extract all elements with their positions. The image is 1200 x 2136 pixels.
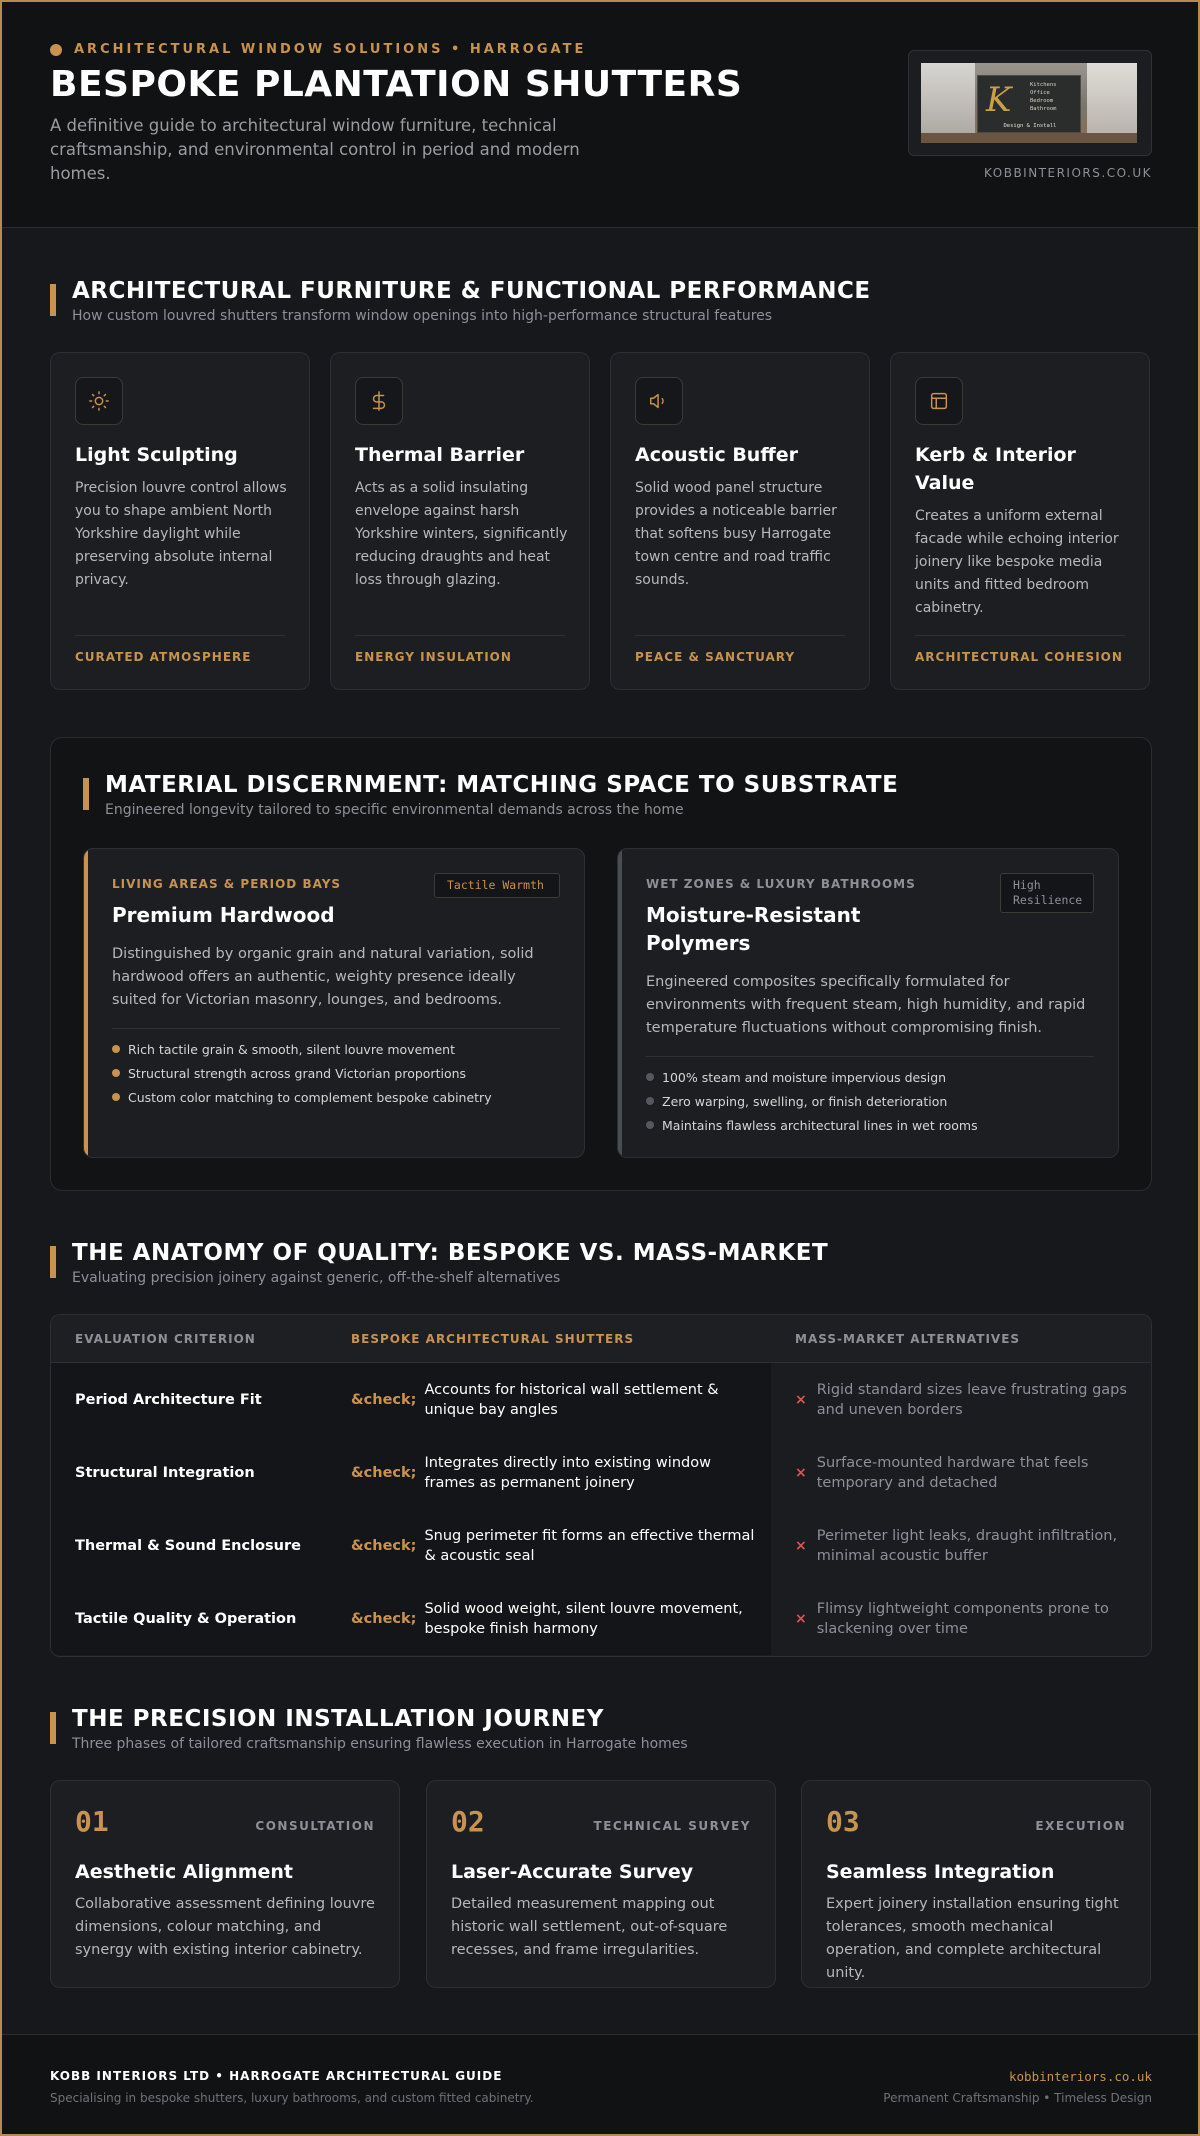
feature-tag: ENERGY INSULATION [355, 650, 512, 664]
step-desc: Expert joinery installation ensuring tight tolerances, smooth mechanical operation, and complete architectural unity. [826, 1896, 1119, 1981]
table-header [51, 1315, 1151, 1363]
sun-icon [75, 377, 123, 425]
step-desc: Collaborative assessment defining louvre dimensions, colour matching, and synergy with existing interior cabinetry. [75, 1896, 375, 1958]
check-icon: &check; [351, 1391, 417, 1408]
feature-tag: ARCHITECTURAL COHESION [915, 650, 1123, 664]
mass-cell: Surface-mounted hardware that feels temporary and detached [816, 1454, 1089, 1491]
step-title: Laser-Accurate Survey [451, 1861, 694, 1883]
logo-letter: K [986, 80, 1012, 120]
step-number: 01 [75, 1805, 109, 1838]
material-card-polymers [617, 848, 1119, 1158]
step-title: Seamless Integration [826, 1861, 1055, 1883]
comparison-table [50, 1314, 1152, 1657]
logo-tagline: Design & Install [1003, 123, 1057, 129]
section-title: THE PRECISION INSTALLATION JOURNEY [72, 1706, 604, 1732]
check-icon: &check; [351, 1537, 417, 1554]
section-subtitle: How custom louvred shutters transform window openings into high-performance structural features [72, 308, 773, 324]
feature-title: Light Sculpting [75, 444, 238, 466]
criterion-cell: Tactile Quality & Operation [51, 1582, 327, 1655]
material-desc: Distinguished by organic grain and natural variation, solid hardwood offers an authentic, weighty presence ideally suited for Victorian masonry, lounges, and bedrooms. [112, 946, 534, 1008]
page-header [2, 2, 1198, 228]
cross-icon: × [795, 1537, 807, 1554]
eyebrow [50, 42, 586, 57]
material-category: WET ZONES & LUXURY BATHROOMS [646, 877, 916, 891]
logo-item: Bathroom [1030, 106, 1057, 112]
feature-title: Acoustic Buffer [635, 444, 798, 466]
page-title: BESPOKE PLANTATION SHUTTERS [50, 64, 743, 105]
list-item: Rich tactile grain & smooth, silent louvre movement [112, 1037, 492, 1061]
mass-cell: Rigid standard sizes leave frustrating gaps and uneven borders [816, 1381, 1127, 1418]
step-phase: TECHNICAL SURVEY [593, 1819, 751, 1833]
eyebrow-text: ARCHITECTURAL WINDOW SOLUTIONS • HARROGATE [74, 42, 587, 57]
table-row [51, 1436, 1151, 1509]
section-title: THE ANATOMY OF QUALITY: BESPOKE VS. MASS-MARKET [72, 1240, 829, 1266]
footer-company: KOBB INTERIORS LTD • HARROGATE ARCHITECTURAL GUIDE [50, 2069, 503, 2083]
layout-icon [915, 377, 963, 425]
list-item: Zero warping, swelling, or finish deterioration [646, 1089, 978, 1113]
materials-section [50, 737, 1152, 1191]
header-domain: KOBBINTERIORS.CO.UK [984, 166, 1152, 180]
list-item: Custom color matching to complement bespoke cabinetry [112, 1085, 492, 1109]
mass-cell: Perimeter light leaks, draught infiltration, minimal acoustic buffer [816, 1527, 1118, 1564]
footer-tagline: Specialising in bespoke shutters, luxury bathrooms, and custom fitted cabinetry. [50, 2091, 534, 2105]
dollar-icon [355, 377, 403, 425]
criterion-cell: Period Architecture Fit [51, 1363, 327, 1436]
section-accent-bar [50, 284, 56, 316]
criterion-cell: Structural Integration [51, 1436, 327, 1509]
speaker-icon [635, 377, 683, 425]
feature-desc: Creates a uniform external facade while echoing interior joinery like bespoke media units and fitted bedroom cabinetry. [915, 508, 1119, 616]
bespoke-cell: Snug perimeter fit forms an effective thermal & acoustic seal [424, 1527, 755, 1564]
feature-card-value [890, 352, 1150, 690]
feature-title: Thermal Barrier [355, 444, 525, 466]
feature-desc: Precision louvre control allows you to shape ambient North Yorkshire daylight while preserving absolute internal privacy. [75, 480, 287, 588]
section-subtitle: Engineered longevity tailored to specific environmental demands across the home [105, 802, 684, 818]
check-icon: &check; [351, 1610, 417, 1627]
feature-title: Kerb & Interior Value [915, 444, 1076, 494]
step-card-consultation [50, 1780, 400, 1988]
footer-website-link[interactable]: kobbinteriors.co.uk [1009, 2069, 1152, 2084]
cross-icon: × [795, 1464, 807, 1481]
check-icon: &check; [351, 1464, 417, 1481]
material-title: Premium Hardwood [112, 903, 335, 927]
feature-card-thermal [330, 352, 590, 690]
material-pill: High Resilience [1000, 873, 1094, 913]
step-phase: CONSULTATION [255, 1819, 375, 1833]
feature-desc: Acts as a solid insulating envelope against harsh Yorkshire winters, significantly reducing draughts and heat loss through glazing. [355, 480, 568, 588]
logo-item: Kitchens [1030, 82, 1057, 88]
step-phase: EXECUTION [1035, 1819, 1126, 1833]
mass-cell: Flimsy lightweight components prone to slackening over time [816, 1600, 1109, 1637]
eyebrow-dot-icon [50, 44, 62, 56]
page-subtitle: A definitive guide to architectural window furniture, technical craftsmanship, and environmental control in period and modern homes. [50, 116, 580, 183]
criterion-cell: Thermal & Sound Enclosure [51, 1509, 327, 1582]
list-item: Structural strength across grand Victorian proportions [112, 1061, 492, 1085]
feature-card-acoustic [610, 352, 870, 690]
feature-tag: CURATED ATMOSPHERE [75, 650, 252, 664]
step-title: Aesthetic Alignment [75, 1861, 294, 1883]
feature-tag: PEACE & SANCTUARY [635, 650, 796, 664]
footer-motto: Permanent Craftsmanship • Timeless Design [883, 2091, 1152, 2105]
material-category: LIVING AREAS & PERIOD BAYS [112, 877, 342, 891]
bespoke-cell: Solid wood weight, silent louvre movement, bespoke finish harmony [424, 1600, 743, 1637]
step-number: 02 [451, 1805, 485, 1838]
page-footer [2, 2034, 1198, 2136]
column-header: MASS-MARKET ALTERNATIVES [795, 1332, 1021, 1346]
brand-logo [908, 50, 1152, 156]
material-card-hardwood [83, 848, 585, 1158]
bespoke-cell: Accounts for historical wall settlement & unique bay angles [424, 1381, 719, 1418]
table-row [51, 1582, 1151, 1655]
column-header: EVALUATION CRITERION [75, 1332, 256, 1346]
section-title: MATERIAL DISCERNMENT: MATCHING SPACE TO SUBSTRATE [105, 772, 899, 798]
logo-image [921, 63, 1137, 143]
cross-icon: × [795, 1610, 807, 1627]
step-card-survey [426, 1780, 776, 1988]
section-title: ARCHITECTURAL FURNITURE & FUNCTIONAL PERFORMANCE [72, 278, 871, 304]
material-desc: Engineered composites specifically formulated for environments with frequent steam, high humidity, and rapid temperature fluctuations without compromising finish. [646, 974, 1086, 1036]
feature-desc: Solid wood panel structure provides a noticeable barrier that softens busy Harrogate town centre and road traffic sounds. [635, 480, 837, 588]
step-card-execution [801, 1780, 1151, 1988]
cross-icon: × [795, 1391, 807, 1408]
material-pill: Tactile Warmth [434, 873, 560, 898]
table-row [51, 1363, 1151, 1436]
logo-item: Office [1030, 90, 1050, 96]
list-item: 100% steam and moisture impervious design [646, 1065, 978, 1089]
material-bullets [646, 1065, 978, 1137]
logo-item: Bedroom [1030, 98, 1054, 104]
section-subtitle: Three phases of tailored craftsmanship ensuring flawless execution in Harrogate homes [72, 1736, 688, 1752]
feature-card-light [50, 352, 310, 690]
step-number: 03 [826, 1805, 860, 1838]
table-row [51, 1509, 1151, 1582]
list-item: Maintains flawless architectural lines in wet rooms [646, 1113, 978, 1137]
material-bullets [112, 1037, 492, 1109]
column-header: BESPOKE ARCHITECTURAL SHUTTERS [351, 1332, 635, 1346]
step-desc: Detailed measurement mapping out historic wall settlement, out-of-square recesses, and frame irregularities. [451, 1896, 728, 1958]
section-subtitle: Evaluating precision joinery against generic, off-the-shelf alternatives [72, 1270, 561, 1286]
material-title: Moisture-Resistant Polymers [646, 903, 861, 955]
bespoke-cell: Integrates directly into existing window frames as permanent joinery [424, 1454, 711, 1491]
